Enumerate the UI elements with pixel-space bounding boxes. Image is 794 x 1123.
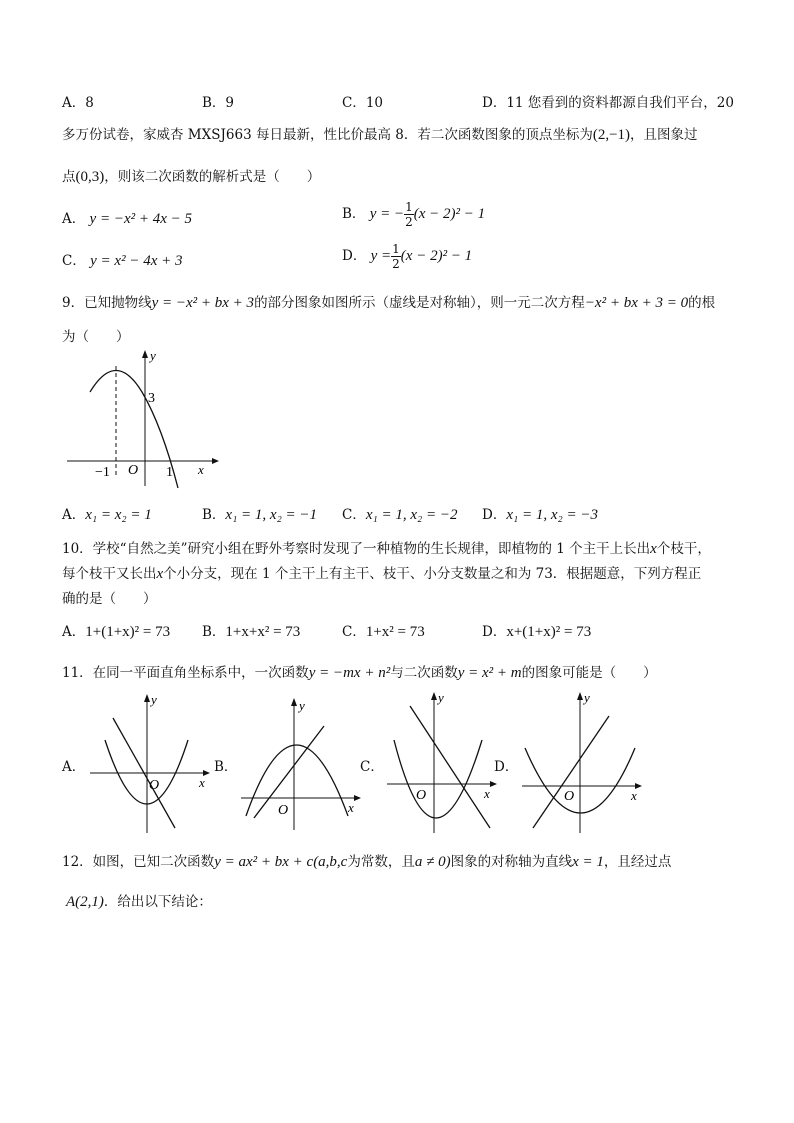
question-9-line2: 为（ ） [62,329,130,345]
question-10-line1: 10．学校“自然之美”研究小组在野外考察时发现了一种植物的生长规律，即植物的 1 个主干上长出x个枝干， [62,541,711,557]
q9-tick-1: 1 [166,465,173,480]
question-10-line3: 确的是（ ） [62,591,157,607]
question-11: 11．在同一平面直角坐标系中，一次函数y = −mx + n²与二次函数y = x² + m的图象可能是（ ） [62,665,657,681]
question-8-line2: 点(0,3)，则该二次函数的解析式是（ ） [62,169,321,185]
q9-origin: O [128,463,139,478]
q10-option-d: D．x+(1+x)² = 73 [482,624,592,640]
q9-y-label: y [150,348,156,363]
q11-option-d-label: D． [494,759,519,775]
option-d-prev: D．11 您看到的资料都源自我们平台，20 [482,95,734,111]
svg-text:O: O [149,778,160,793]
question-8-line1: 多万份试卷，家威杏 MXSJ663 每日最新，性比价最高 8．若二次函数图象的顶点坐标为(2,−1)，且图象过 [62,127,698,143]
q11-graph-b [236,688,371,838]
vertex-coord: (2,−1) [592,127,631,143]
q11-option-a-label: A． [62,759,86,775]
q9-option-a: A．x₁ = x₂ = 1 [62,507,152,523]
svg-text:O: O [416,788,427,803]
q8-option-b: B． y = − $\frac{1}{2}$ (x − 2)² − 1 [342,200,486,229]
svg-text:y: y [584,690,590,705]
q8-option-d: D． y = $\frac{1}{2}$ (x − 2)² − 1 [342,242,473,271]
svg-text:O: O [564,789,575,804]
q9-option-b: B．x₁ = 1, x₂ = −1 [202,507,318,523]
q9-tick-3: 3 [148,391,155,406]
svg-text:x: x [484,786,490,801]
point-coord: (0,3) [75,169,105,185]
q11-graph-a [85,688,220,838]
q9-option-d: D．x₁ = 1, x₂ = −3 [482,507,598,523]
question-10-line2: 每个枝干又长出x个小分支，现在 1 个主干上有主干、枝干、小分支数量之和为 73．根据题意，下列方程正 [62,566,702,582]
q8-option-a: A． y = −x² + 4x − 5 [62,211,193,227]
option-a-prev: A．8 [62,95,94,111]
svg-text:x: x [631,788,637,803]
question-9-line1: 9．已知抛物线y = −x² + bx + 3的部分图象如图所示（虚线是对称轴），则一元二次方程−x² + bx + 3 = 0的根 [62,295,716,311]
svg-text:y: y [151,692,157,707]
q8-option-c: C． y = x² − 4x + 3 [62,253,183,269]
svg-text:O: O [278,803,289,818]
svg-text:y: y [299,698,305,713]
q11-option-c-label: C． [360,759,384,775]
q9-graph [62,348,222,488]
q10-option-b: B．1+x+x² = 73 [202,624,301,640]
q10-option-a: A．1+(1+x)² = 73 [62,624,171,640]
q11-graph-d [517,688,657,838]
svg-text:y: y [438,690,444,705]
q9-option-c: C．x₁ = 1, x₂ = −2 [342,507,458,523]
option-b-prev: B．9 [202,95,235,111]
question-12-line2: A(2,1)．给出以下结论： [66,894,212,910]
q9-tick-neg1: −1 [95,465,110,480]
question-12-line1: 12．如图，已知二次函数y = ax² + bx + c(a,b,c为常数，且a ≠ 0)图象的对称轴为直线x = 1，且经过点 [62,854,672,870]
svg-text:x: x [199,775,205,790]
option-c-prev: C．10 [342,95,384,111]
q9-x-label: x [198,462,204,477]
svg-text:x: x [348,800,354,815]
q10-option-c: C．1+x² = 73 [342,624,425,640]
q11-option-b-label: B． [214,759,238,775]
